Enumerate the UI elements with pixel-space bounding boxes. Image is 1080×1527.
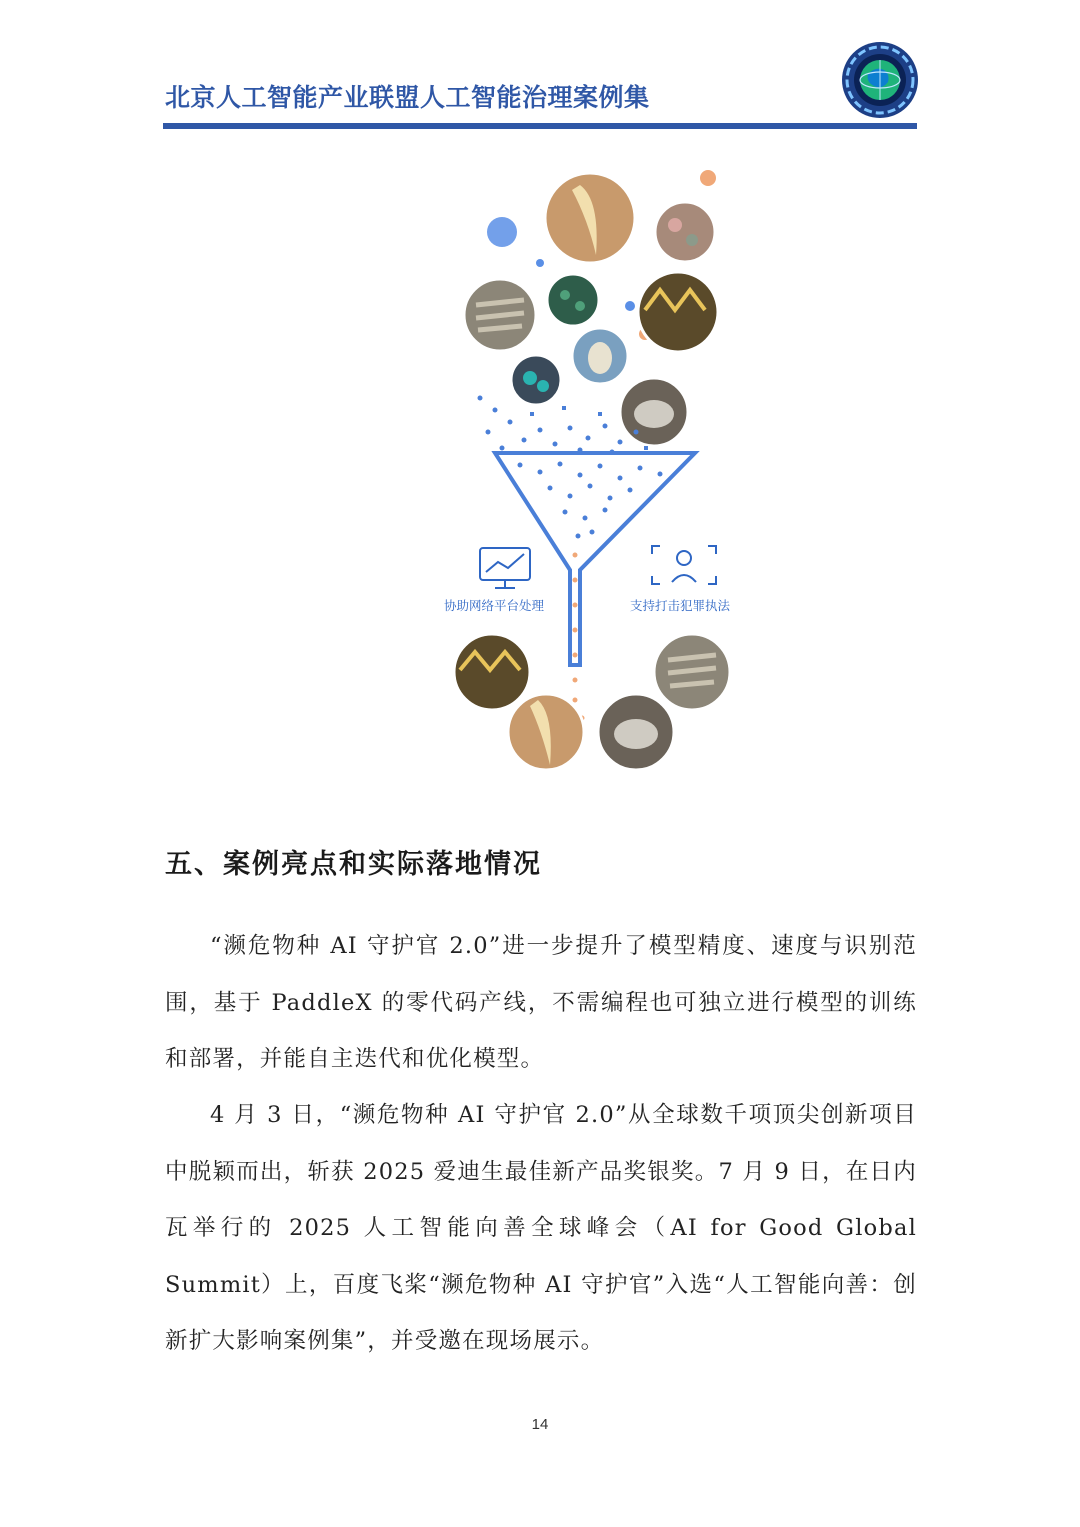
ivory-photo xyxy=(572,328,628,384)
mineral-photo xyxy=(620,378,688,446)
tooth-photo xyxy=(545,173,635,263)
globe-emblem-icon xyxy=(840,40,920,120)
pangolin-scales-photo-right xyxy=(654,634,730,710)
decor-dot xyxy=(487,217,517,247)
stones-photo xyxy=(655,202,715,262)
decor-dot xyxy=(700,170,716,186)
jade-beads-photo xyxy=(547,274,599,326)
decor-dot xyxy=(625,301,635,311)
right-figure-label: 支持打击犯罪执法 xyxy=(630,598,731,613)
funnel-illustration xyxy=(440,160,750,780)
body-paragraph: “濒危物种 AI 守护官 2.0”进一步提升了模型精度、速度与识别范围，基于 PaddleX 的零代码产线，不需编程也可独立进行模型的训练和部署，并能自主迭代和优化模型。 xyxy=(165,933,917,1072)
page-number: 14 xyxy=(531,1416,549,1433)
tooth-photo-bottom xyxy=(508,694,584,770)
decor-dot xyxy=(536,259,544,267)
header-divider xyxy=(163,123,917,129)
tortoise-shell-photo xyxy=(638,272,718,352)
turquoise-photo xyxy=(511,355,561,405)
trend-chart-monitor-icon xyxy=(480,548,530,588)
tortoise-shell-photo-bottom xyxy=(454,634,530,710)
body-paragraph: 4 月 3 日，“濒危物种 AI 守护官 2.0”从全球数千项顶尖创新项目中脱颖而出，斩获 2025 爱迪生最佳新产品奖银奖。7 月 9 日，在日内瓦举行的 2025 人工智能向善全球峰会（AI for Good Global Summit）上，百度飞桨“濒危物种 AI 守护官”入选“人工智能向善：创新扩大影响案例集”，并受邀在现场展示。 xyxy=(165,1102,917,1354)
police-officer-scan-icon xyxy=(652,546,716,584)
left-figure-label: 协助网络平台处理 xyxy=(444,598,545,613)
document-header-title: 北京人工智能产业联盟人工智能治理案例集 xyxy=(165,83,650,112)
section-heading: 五、案例亮点和实际落地情况 xyxy=(165,849,542,880)
pangolin-scales-photo-left xyxy=(464,279,536,351)
data-particles-funnel xyxy=(518,462,663,721)
funnel-outline xyxy=(495,453,695,665)
mineral-photo-bottom xyxy=(598,694,674,770)
